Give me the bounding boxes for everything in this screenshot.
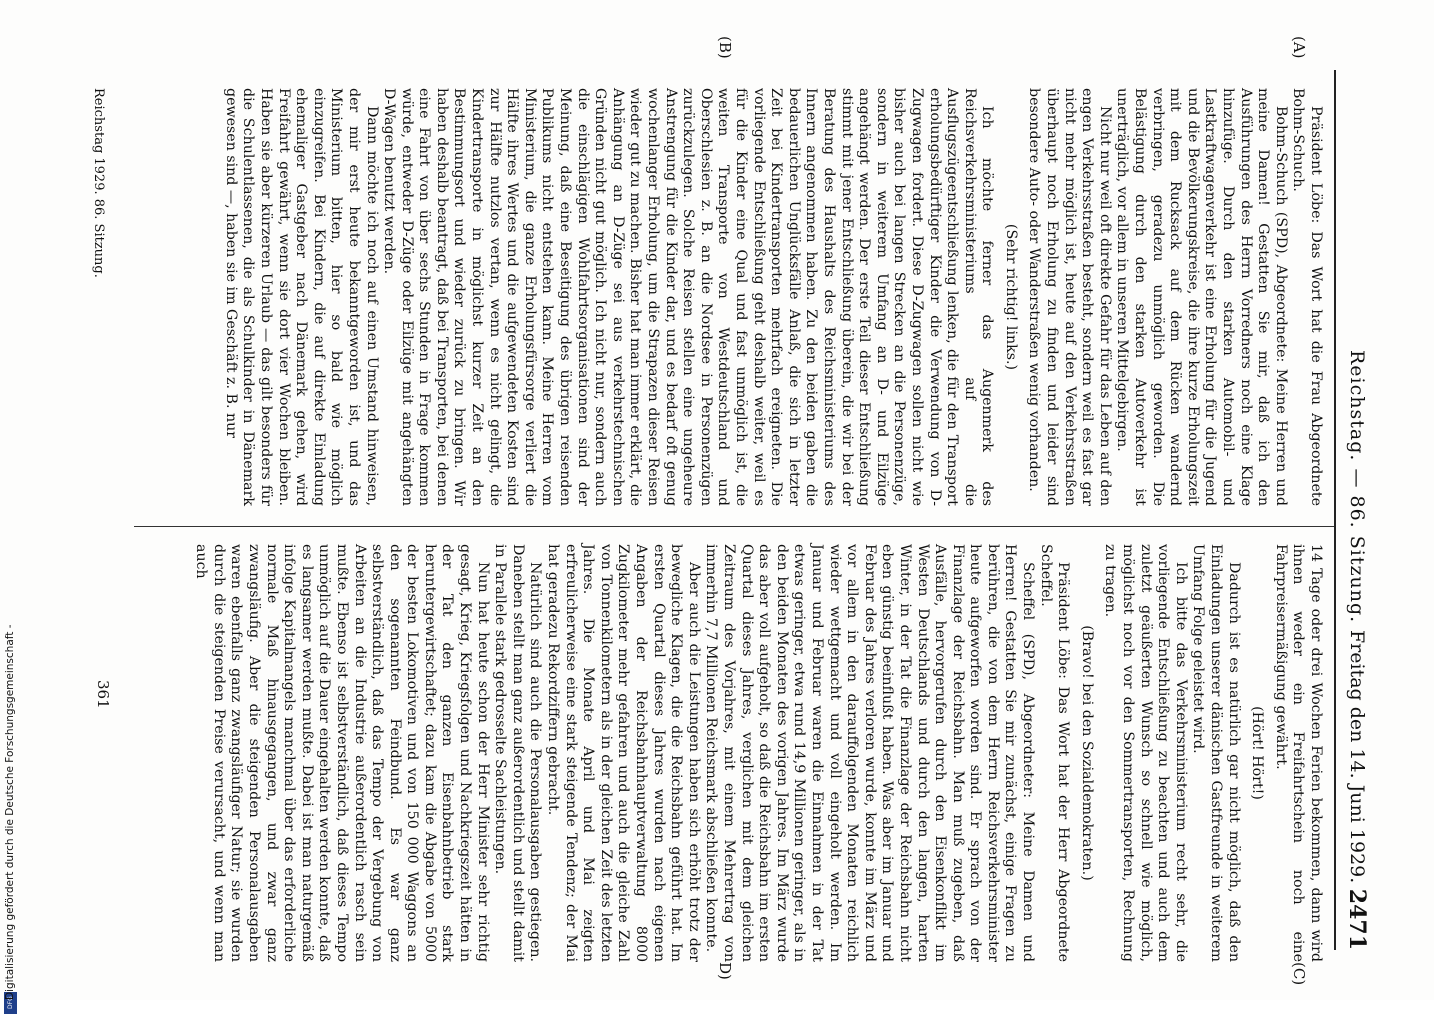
paragraph: 14 Tage oder drei Wochen Ferien bekommen, dann wird ihnen weder ein Freifahrtschein noch eine Fahrpreisermäßigung gewährt.: [1272, 544, 1324, 962]
paragraph: Ich möchte ferner das Augenmerk des Reichsverkehrsministeriums auf die Ausflugszügeentschließung lenken, die für den Transport erholungsbedürftiger Kinder die Verwendung von D-Zugwagen fordert. Diese D-Zugwagen sollen nicht wie bisher auch bei langen Strecken an die Personenzüge, sondern in weiterem Umfang an D- und Eilzüge angehängt werden. Der erste Teil dieser Entschließung stimmt mit jener Entschließung überein, die wir bei der Beratung des Haushalts des Reichsministeriums des Innern angenommen haben. Zu den beiden gaben die bedauerlichen Unglücksfälle Anlaß, die sich in letzter Zeit bei Kindertransporten mehrfach ereigneten. Die vorliegende Entschließung geht deshalb weiter, weil es für die Kinder eine Qual und fast unmöglich ist, die weiten Transporte von Westdeutschland und Oberschlesien z. B. an die Nordsee in Personenzügen zurückzulegen. Solche Reisen stellen eine ungeheure Anstrengung für die Kinder dar, und es bedarf oft genug wochenlanger Erholung, um die Strapazen dieser Reisen wieder gut zu machen. Bisher hat man immer erklärt, die Anhängung an D-Züge sei aus verkehrstechnischen Gründen nicht gut möglich. Ich nicht nur, sondern auch die einschlägigen Wohlfahrtsorganisationen sind der Meinung, daß eine Beseitigung des übrigen reisenden Publikums nicht entstehen kann. Meine Herren vom Ministerium, die ganze Erholungsfürsorge verliert die Hälfte ihres Wertes und die aufgewendeten Kosten sind zur Hälfte nutzlos vertan, wenn es nicht gelingt, die Kindertransporte in möglichst kurzer Zeit an den Bestimmungsort und wieder zurück zu bringen. Wir haben deshalb beantragt, daß bei Transporten, bei denen eine Fahrt von über sechs Stunden in Frage kommen würde, entweder D-Züge oder Eilzüge mit angehängten D-Wagen benutzt werden.: [381, 88, 996, 506]
margin-mark-b: (B): [716, 36, 734, 59]
digitization-credit: Digitalisierung gefördert durch die Deutsche Forschungsgemeinschaft -: [4, 624, 16, 1000]
document-sheet: [44, 36, 1374, 986]
header-rule: [1334, 70, 1336, 950]
paragraph: Natürlich sind auch die Personalausgaben gestiegen. Daneben stellt man ganz außerordentlich und stellt damit in Parallele stark gedrosselte Sachleistungen.: [492, 544, 544, 962]
header-date: Freitag den 14. Juni 1929.: [1346, 630, 1368, 884]
interjection: (Bravo! bei den Sozialdemokraten.): [1078, 625, 1095, 881]
margin-mark-c: (C): [1290, 962, 1308, 986]
margin-mark-a: (A): [1290, 36, 1308, 59]
speaker-announcement: Präsident Löbe: Das Wort hat die Frau Abgeordnete Bohm-Schuch.: [1290, 88, 1324, 506]
dfg-logo: DFG: [4, 992, 17, 1014]
paragraph: Dann möchte ich noch auf einen Umstand hinweisen, der mir erst heute bekanntgeworden ist, und das Ministerium bitten, hier so bald wie möglich einzugreifen. Bei Kindern, die auf direkte Einladung ehemaliger Gastgeber nach Dänemark gehen, wird Freifahrt gewährt, wenn sie dort vier Wochen bleiben. Haben sie aber kürzeren Urlaub — das gilt besonders für die Schulentlassenen, die als Schulkinder in Dänemark gewesen sind —, haben sie im Geschäft z. B. nur: [222, 88, 380, 506]
header-parliament: Reichstag. — 86. Sitzung.: [1346, 350, 1368, 624]
paragraph: Dadurch ist es natürlich gar nicht möglich, daß den Einladungen unserer dänischen Gastfreunde in weiterem Umfang Folge geleistet wird.: [1190, 544, 1242, 962]
paragraph: Nun hat heute schon der Herr Minister sehr richtig gesagt, Krieg, Kriegsfolgen und Nachkriegszeit hätten in der Tat den ganzen Eisenbahnbetrieb stark heruntergewirtschaftet; dazu kam die Abgabe von 5000 der besten Lokomotiven und von 150 000 Waggons an den sogenannten Feindbund. Es war ganz selbstverständlich, daß das Tempo der Vergebung von Arbeiten an die Industrie außerordentlich rasch sein mußte. Ebenso ist selbstverständlich, daß dieses Tempo unmöglich auf die Dauer eingehalten werden konnte, daß es langsamer werden mußte. Dabei ist man naturgemäß infolge Kapitalmangels manchmal über das erforderliche normale Maß hinausgegangen, und zwar ganz zwangsläufig. Aber die steigenden Personalausgaben waren ebenfalls ganz zwangsläufiger Natur; sie wurden durch die steigenden Preise verursacht, und wenn man auch: [193, 544, 491, 962]
left-text-column: [221, 88, 1324, 506]
margin-mark-d: D): [716, 962, 734, 980]
paragraph: Aber auch die Leistungen haben sich erhöht trotz der bewegliche Klagen, die die Reichsbahn geführt hat. Im ersten Quartal dieses Jahres wurden nach eigenen Angaben der Reichsbahnhauptverwaltung 8000 Zugkilometer mehr gefahren und auch die gleiche Zahl von Tonnenkilometern als in der gleichen Zeit des letzten Jahres. Die Monate April und Mai zeigten erfreulicherweise eine stark steigende Tendenz; der Mai hat geradezu Rekordziffern gebracht.: [545, 544, 702, 962]
page-number: 2471: [1344, 888, 1370, 950]
interjection: (Sehr richtig! links.): [1002, 223, 1019, 371]
paragraph: Scheffel (SPD), Abgeordneter: Meine Damen und Herren! Gestatten Sie mir zunächst, einige Fragen zu berühren, die von dem Herrn Reichsverkehrsminister heute aufgeworfen worden sind. Er sprach von der Finanzlage der Reichsbahn. Man muß zugeben, daß Ausfälle, hervorgerufen durch den Eisenkonflikt im Westen Deutschlands und durch den langen, harten Winter, in der Tat die Finanzlage der Reichsbahn nicht eben günstig beeinflußt haben. Was aber im Januar und Februar des Jahres verloren wurde, konnte im März und vor allem in den darauffolgenden Monaten reichlich wieder wettgemacht und voll eingeholt werden. Im Januar und Februar waren die Einnahmen in der Tat etwas geringer, etwa rund 14,9 Millionen geringer, als in den beiden Monaten des vorigen Jahres. Im März wurde das aber voll aufgeholt, so daß die Reichsbahn im ersten Quartal dieses Jahres, verglichen mit dem gleichen Zeitraum des Vorjahres, mit einem Mehrertrag von immerhin 7,7 Millionen Reichsmark abschließen konnte.: [703, 544, 1037, 962]
page-header: [1334, 70, 1374, 950]
paragraph: Bohm-Schuch (SPD), Abgeordnete: Meine Herren und meine Damen! Gestatten Sie mir, daß ich den Ausführungen des Herrn Vorredners noch eine Klage hinzufüge. Durch den starken Automobil- und Lastkraftwagenverkehr ist eine Erholung für die Jugend und die Bevölkerungskreise, die ihre kurze Erholungszeit mit dem Rucksack auf dem Rücken wandernd verbringen, geradezu unmöglich geworden. Die Belästigung durch den starken Autoverkehr ist unerträglich, vor allem in unseren Mittelgebirgen.: [1114, 88, 1289, 506]
paragraph: Ich bitte das Verkehrsministerium recht sehr, die vorliegende Entschließung zu beachten und auch dem zuletzt geäußerten Wunsch so schnell wie möglich, möglichst noch vor den Sommertransporten, Rechnung zu tragen.: [1102, 544, 1189, 962]
paragraph: Nicht nur weil oft direkte Gefahr für das Leben auf den engen Verkehrsstraßen besteht, sondern weil es fast gar nicht mehr möglich ist, heute auf den Verkehrsstraßen überhaupt noch Erholung zu finden und leider sind besondere Auto- oder Wanderstraßen wenig vorhanden.: [1026, 88, 1113, 506]
right-text-column: [192, 544, 1324, 962]
footer-sheet-number: 361: [94, 680, 112, 709]
column-divider: [134, 526, 1334, 527]
speaker-announcement: Präsident Löbe: Das Wort hat der Herr Abgeordnete Scheffel.: [1037, 544, 1072, 962]
footer-sitting: Reichstag 1929. 86. Sitzung.: [91, 88, 106, 278]
interjection: (Hört! Hört!): [1249, 706, 1266, 800]
